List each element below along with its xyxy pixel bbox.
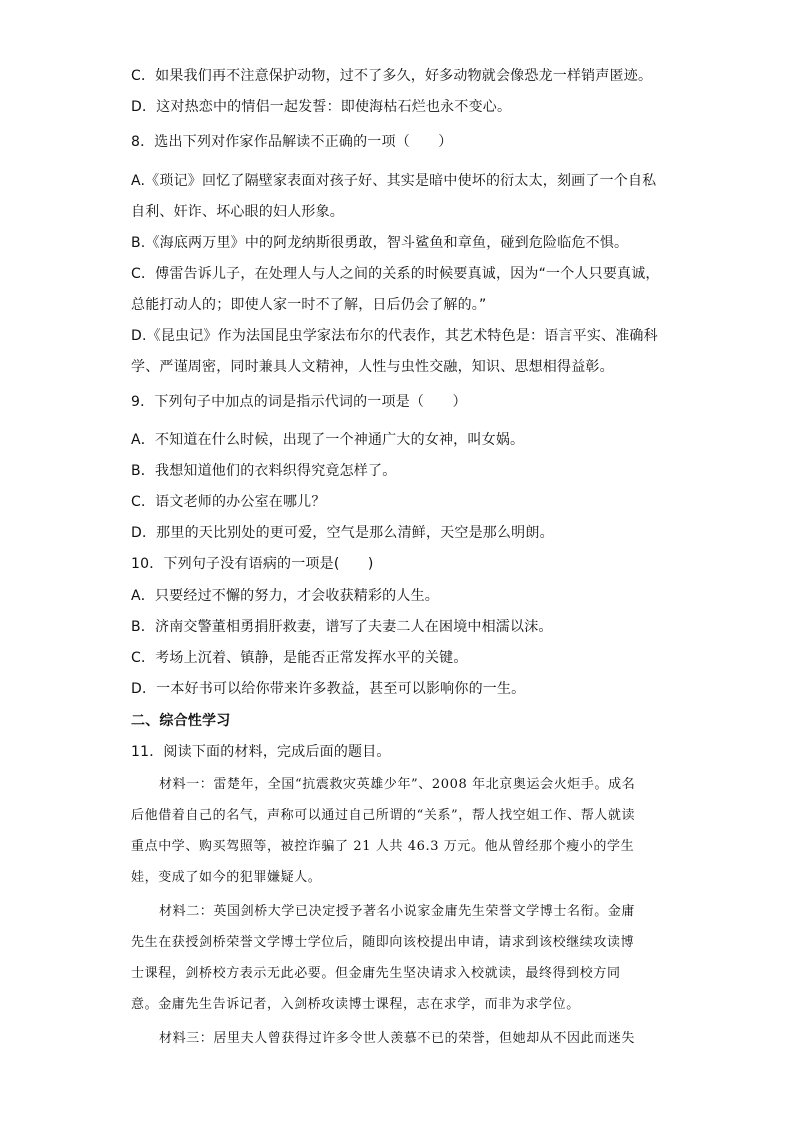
q10-option-b: B．济南交警董相勇捐肝救妻，谱写了夫妻二人在困境中相濡以沫。 [131,619,553,635]
material2-line1: 材料二：英国剑桥大学已决定授予著名小说家金庸先生荣誉文学博士名衔。金庸 [159,904,636,919]
q10-option-c: C．考场上沉着、镇静，是能否正常发挥水平的关键。 [131,650,468,666]
q8-option-d-line1: D.《昆虫记》作为法国昆虫学家法布尔的代表作，其艺术特色是：语言平实、准确科 [131,328,658,344]
q9-option-d: D．那里的天比别处的更可爱，空气是那么清鲜，天空是那么明朗。 [131,525,554,541]
material2-line4: 意。金庸先生告诉记者，入剑桥攻读博士课程，志在求学，而非为求学位。 [131,997,580,1012]
q8-option-a-line2: 自利、奸诈、坏心眼的妇人形象。 [131,204,344,220]
q7-option-d: D．这对热恋中的情侣一起发誓：即使海枯石烂也永不变心。 [131,99,512,115]
section-heading: 二、综合性学习 [131,713,231,729]
q9-stem: 9．下列句子中加点的词是指示代词的一项是（ ） [131,394,467,410]
q10-option-a: A．只要经过不懈的努力，才会收获精彩的人生。 [131,588,439,604]
q8-option-b: B.《海底两万里》中的阿龙纳斯很勇敢，智斗鲨鱼和章鱼，碰到危险临危不惧。 [131,235,629,251]
material1-line1: 材料一：雷楚年，全国“抗震救灾英雄少年”、2008 年北京奥运会火炬手。成名 [159,777,636,792]
q8-option-a-line1: A.《琐记》回忆了隔壁家表面对孩子好、其实是暗中使坏的衍太太，刻画了一个自私 [131,173,657,189]
q8-option-d-line2: 学、严谨周密，同时兼具人文精神，人性与虫性交融，知识、思想相得益彰。 [131,359,614,375]
q11-stem: 11．阅读下面的材料，完成后面的题目。 [131,744,391,760]
q9-option-a: A．不知道在什么时候，出现了一个神通广大的女神，叫女娲。 [131,432,525,448]
material3-line1: 材料三：居里夫人曾获得过许多令世人羡慕不已的荣誉，但她却从不因此而迷失 [159,1031,636,1046]
q10-stem: 10．下列句子没有语病的一项是( ) [131,556,374,572]
q8-option-c-line2: 总能打动人的；即使人家一时不了解，日后仍会了解的。” [131,297,487,313]
material2-line3: 士课程，剑桥校方表示无此必要。但金庸先生坚决请求入校就读，最终得到校方同 [131,966,621,981]
material1-line4: 娃，变成了如今的犯罪嫌疑人。 [131,870,322,885]
material1-line3: 重点中学、购买驾照等，被控诈骗了 21 人共 46.3 万元。他从曾经那个瘦小的学生 [131,839,635,854]
q8-option-c-line1: C．傅雷告诉儿子，在处理人与人之间的关系的时候要真诚，因为“一个人只要真诚， [131,266,660,282]
q10-option-d: D．一本好书可以给你带来许多教益，甚至可以影响你的一生。 [131,681,526,697]
q7-option-c: C．如果我们再不注意保护动物，过不了多久，好多动物就会像恐龙一样销声匿迹。 [131,68,653,84]
q8-stem: 8．选出下列对作家作品解读不正确的一项（ ） [131,134,453,150]
q9-option-b: B．我想知道他们的衣料织得究竟怎样了。 [131,463,397,479]
material1-line2: 后他借着自己的名气，声称可以通过自己所谓的“关系”，帮人找空姐工作、帮人就读 [131,808,636,823]
material2-line2: 先生在获授剑桥荣誉文学博士学位后，随即向该校提出申请，请求到该校继续攻读博 [131,935,635,950]
q9-option-c: C．语文老师的办公室在哪儿？ [131,494,326,510]
